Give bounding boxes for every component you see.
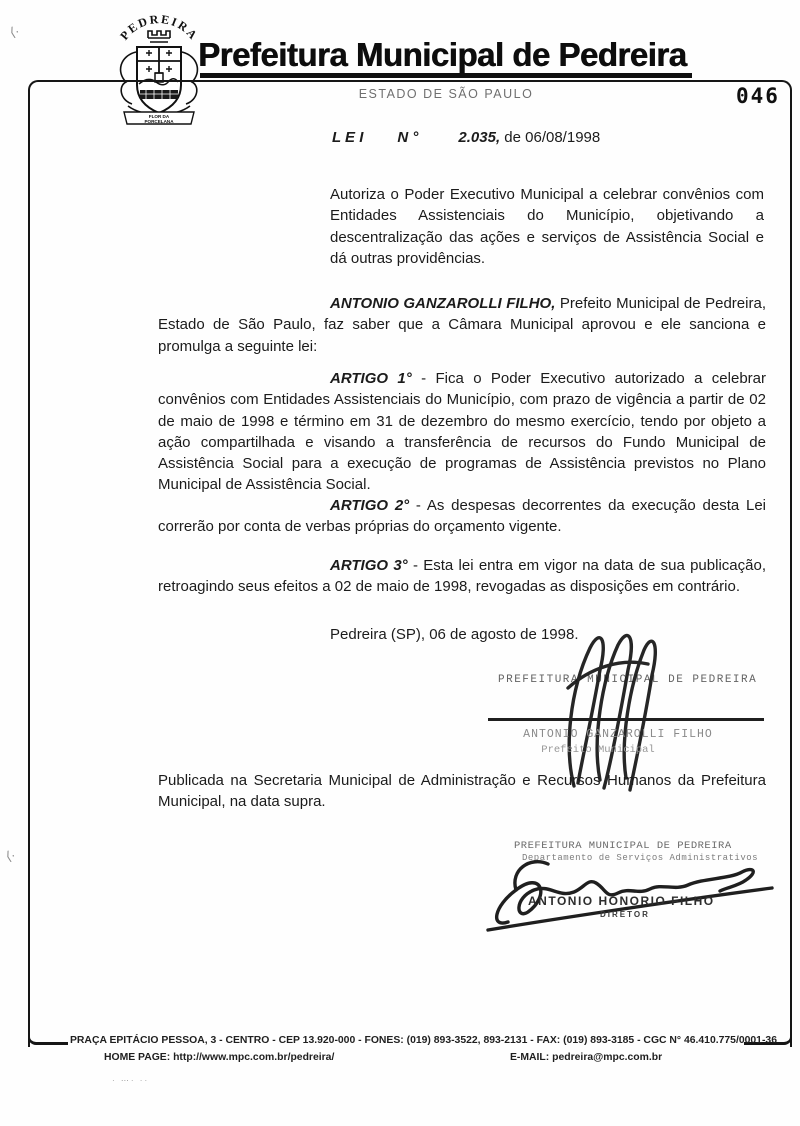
article-2-text: - As despesas decorrentes da execução desta Lei correrão por conta de verbas próprias do orçamento vigente. — [158, 497, 766, 536]
article-3-label: ARTIGO 3° — [330, 557, 408, 574]
law-summary: Autoriza o Poder Executivo Municipal a celebrar convênios com Entidades Assistenciais do Município, objetivando a descentralização das ações e serviços de Assistência Social e dá outras providências. — [330, 186, 764, 267]
article-1-label: ARTIGO 1° — [330, 370, 412, 387]
document-title: Prefeitura Municipal de Pedreira — [198, 36, 687, 73]
director-stamp-line1: PREFEITURA MUNICIPAL DE PEDREIRA — [514, 840, 732, 852]
law-heading-number-label: N ° — [397, 129, 419, 146]
publication-note: Publicada na Secretaria Municipal de Administração e Recursos Humanos da Prefeitura Municipal, na data supra. — [158, 772, 766, 811]
mayor-signature-name: ANTONIO GANZAROLLI FILHO — [523, 728, 713, 741]
preamble-text: Prefeito Municipal de Pedreira, Estado de São Paulo, faz saber que a Câmara Municipal aprovou e ele sanciona e promulga a seguinte lei: — [158, 295, 766, 355]
logo-motto-2: PORCELANA — [144, 119, 174, 124]
logo-city-name: PEDREIRA — [117, 14, 202, 44]
article-2 — [158, 495, 766, 538]
mayor-name-bold: ANTONIO GANZAROLLI FILHO, — [330, 295, 556, 312]
mayor-signature-role: Prefeito Municipal — [541, 744, 655, 756]
pen-mark-left: ⟨· — [4, 847, 18, 864]
article-1-text: - Fica o Poder Executivo autorizado a celebrar convênios com Entidades Assistenciais do Município, com prazo de vigência a partir de 02 de maio de 1998 e término em 31 de dezembro do mesmo exercício, tendo por objeto a ação compartilhada e visando a transferência de recursos do Fundo Municipal de Assistência Social para a execução de programas de Assistência previstos no Plano Municipal de Assistência Social. — [158, 370, 766, 494]
page-stamp-number: 046 — [736, 84, 780, 108]
state-subtitle: ESTADO DE SÃO PAULO — [358, 87, 534, 101]
article-3-text: - Esta lei entra em vigor na data de sua publicação, retroagindo seus efeitos a 02 de maio de 1998, revogadas as disposições em contrário. — [158, 557, 766, 596]
law-heading-date: de 06/08/1998 — [500, 129, 601, 146]
director-signature-role: DIRETOR — [600, 910, 650, 919]
logo-motto-1: FLOR DA — [148, 114, 170, 119]
law-heading — [332, 129, 600, 146]
pen-mark-top-left: ⟨· — [8, 23, 22, 40]
article-1 — [158, 368, 766, 496]
law-preamble — [158, 293, 766, 357]
signature-line — [488, 718, 764, 721]
frame-bottom-left-corner — [28, 1024, 68, 1045]
director-stamp-line2: Departamento de Serviços Administrativos — [522, 853, 759, 863]
article-3 — [158, 555, 766, 598]
dateline: Pedreira (SP), 06 de agosto de 1998. — [330, 626, 579, 643]
footer-address-line: PRAÇA EPITÁCIO PESSOA, 3 - CENTRO - CEP 13.920-000 - FONES: (019) 893-3522, 893-2131 - FAX: (019) 893-3185 - CGC N° 46.410.775/0001-36 — [70, 1035, 777, 1046]
footer-email: E-MAIL: pedreira@mpc.com.br — [510, 1052, 663, 1063]
article-2-label: ARTIGO 2° — [330, 497, 410, 514]
law-heading-label: L E I — [332, 129, 364, 146]
scan-noise-mark: · ⋯· ·· — [112, 1076, 150, 1085]
title-underline — [200, 73, 692, 78]
law-heading-number: 2.035, — [458, 129, 501, 146]
director-signature-name: ANTONIO HONORIO FILHO — [528, 894, 715, 908]
director-signature — [486, 850, 781, 935]
footer-homepage: HOME PAGE: http://www.mpc.com.br/pedreira/ — [104, 1052, 335, 1063]
mayor-signature — [540, 628, 715, 793]
mayor-stamp-text: PREFEITURA MUNICIPAL DE PEDREIRA — [498, 674, 758, 686]
